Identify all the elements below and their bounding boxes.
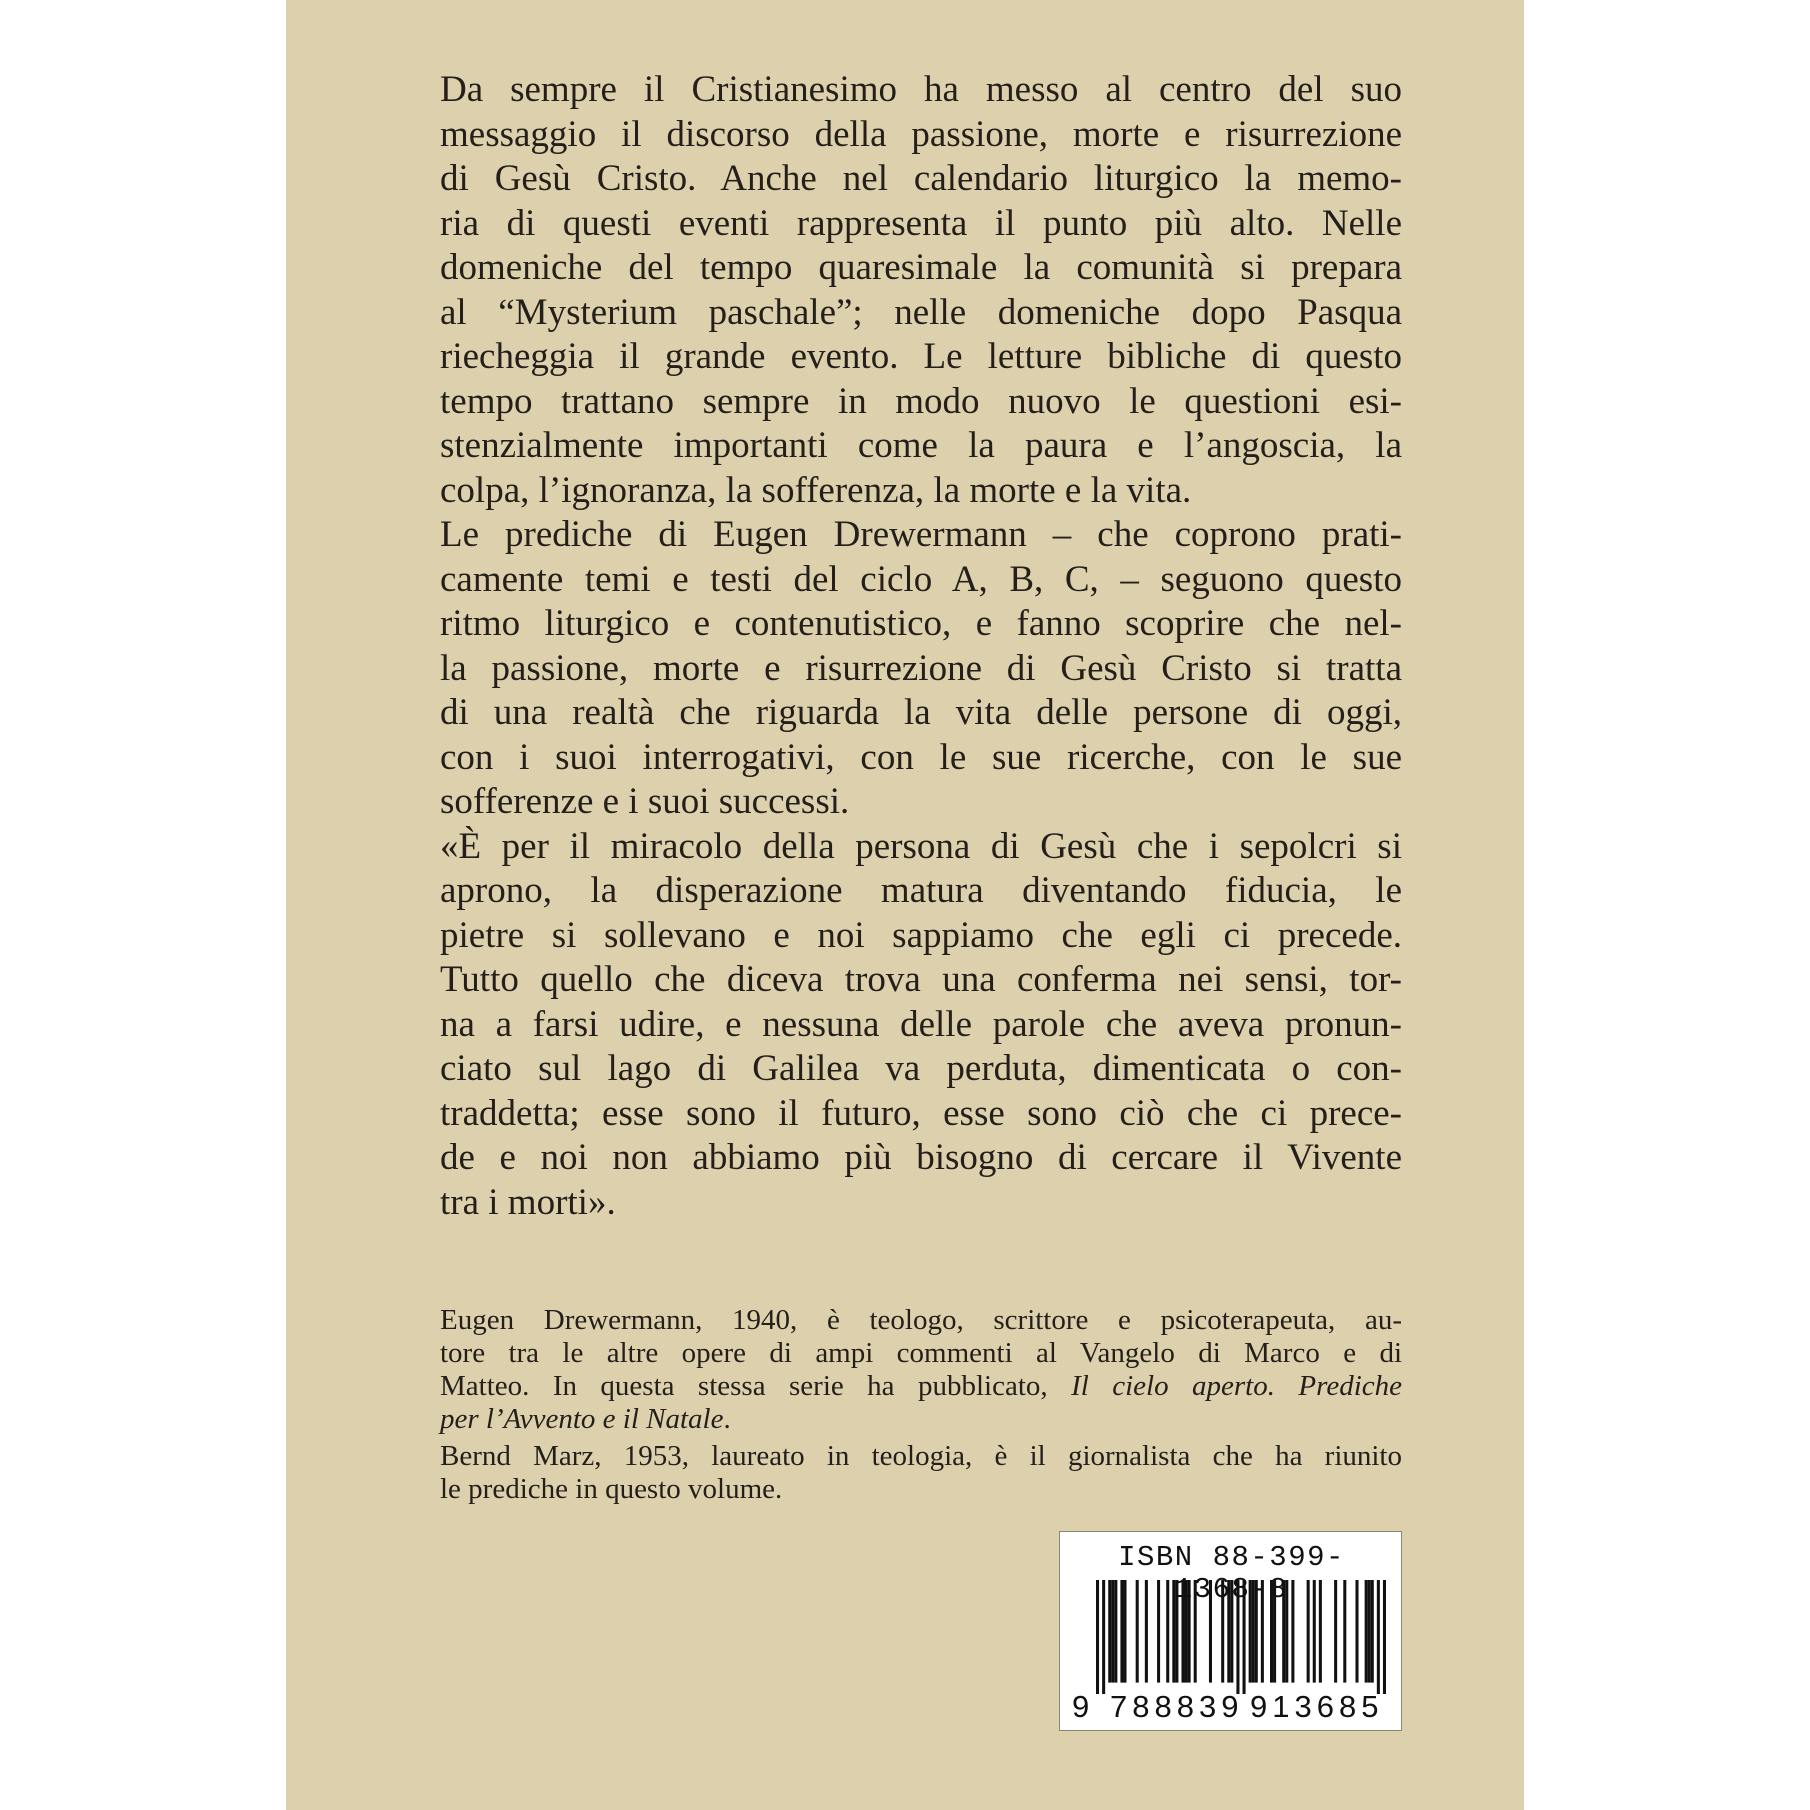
barcode-bar — [1307, 1580, 1310, 1683]
barcode-bar — [1282, 1580, 1285, 1683]
author-bio-line: tore tra le altre opere di ampi commenti al Vangelo di Marco e di — [440, 1337, 1402, 1369]
barcode-bar — [1261, 1580, 1264, 1683]
blurb-line: Da sempre il Cristianesimo ha messo al centro del suo — [440, 69, 1402, 110]
author-bio-text: Matteo. In questa stessa serie ha pubblicato, — [440, 1370, 1072, 1402]
barcode-bar — [1157, 1580, 1160, 1683]
barcode-bars — [1096, 1580, 1386, 1694]
book-title: Il cielo aperto. Prediche — [1071, 1370, 1402, 1402]
blurb-line: stenzialmente importanti come la paura e l’angoscia, la — [440, 425, 1402, 466]
barcode-bar — [1221, 1580, 1224, 1683]
blurb-line: riecheggia il grande evento. Le letture bibliche di questo — [440, 336, 1402, 377]
barcode-bar — [1209, 1580, 1212, 1683]
blurb-line: traddetta; esse sono il futuro, esse sono ciò che ci prece- — [440, 1092, 1402, 1134]
blurb-line: ciato sul lago di Galilea va perduta, dimenticata o con- — [440, 1048, 1402, 1089]
barcode-bar — [1136, 1580, 1139, 1683]
blurb-line: «È per il miracolo della persona di Gesù che i sepolcri si — [440, 825, 1402, 867]
isbn-barcode — [1059, 1531, 1402, 1731]
barcode-bar — [1236, 1580, 1239, 1694]
author-bio-line — [440, 1403, 1402, 1436]
barcode-bar — [1172, 1580, 1175, 1683]
isbn-label: ISBN 88-399- 3 8-8 — [1118, 1541, 1345, 1606]
barcode-bar — [1313, 1580, 1316, 1683]
blurb-line: Le prediche di Eugen Drewermann – che coprono prati- — [440, 514, 1402, 555]
ean-left-digits: 788839 — [1110, 1689, 1244, 1724]
barcode-bar — [1166, 1580, 1169, 1683]
barcode-bar — [1120, 1580, 1123, 1683]
blurb-line: tra i morti». — [440, 1181, 616, 1223]
blurb-line: de e noi non abbiamo più bisogno di cercare il Vivente — [440, 1137, 1402, 1178]
barcode-bar — [1230, 1580, 1233, 1683]
barcode-bar — [1368, 1580, 1371, 1683]
blurb-line: Tutto quello che diceva trova una conferma nei sensi, tor- — [440, 959, 1402, 1000]
blurb-line: al “Mysterium paschale”; nelle domeniche dopo Pasqua — [440, 291, 1402, 333]
barcode-bar — [1371, 1580, 1374, 1683]
barcode-bar — [1365, 1580, 1368, 1683]
barcode-bar — [1181, 1580, 1184, 1683]
barcode-bar — [1252, 1580, 1255, 1683]
blurb-line: domeniche del tempo quaresimale la comunità si prepara — [440, 247, 1402, 288]
blurb-line: la passione, morte e risurrezione di Gesù Cristo si tratta — [440, 647, 1402, 689]
barcode-bar — [1355, 1580, 1358, 1683]
barcode-bar — [1243, 1580, 1246, 1694]
author-bio-text: . — [723, 1403, 731, 1435]
ean-first-digit: 9 — [1072, 1689, 1090, 1724]
editor-bio — [440, 1440, 1402, 1506]
blurb-line: ria di questi eventi rappresenta il punto più alto. Nelle — [440, 202, 1402, 244]
blurb-line: di Gesù Cristo. Anche nel calendario liturgico la memo- — [440, 158, 1402, 199]
blurb-line: messaggio il discorso della passione, morte e risurrezione — [440, 113, 1402, 155]
ean-right-digits: 913685 — [1250, 1689, 1384, 1724]
barcode-bar — [1377, 1580, 1380, 1694]
author-bio-line: Eugen Drewermann, 1940, è teologo, scrittore e psicoterapeuta, au- — [440, 1304, 1402, 1336]
blurb-line: sofferenze e i suoi successi. — [440, 781, 850, 822]
book-title: per l’Avvento e il Natale — [440, 1403, 724, 1435]
editor-bio-line: le prediche in questo volume. — [440, 1473, 783, 1505]
barcode-bar — [1319, 1580, 1322, 1683]
author-bio — [440, 1304, 1402, 1436]
barcode-bar — [1188, 1580, 1191, 1683]
blurb-text — [440, 68, 1402, 1225]
barcode-bar — [1194, 1580, 1197, 1683]
barcode-bar — [1145, 1580, 1148, 1683]
blurb-line: pietre si sollevano e noi sappiamo che egli ci precede. — [440, 914, 1402, 956]
barcode-bar — [1175, 1580, 1178, 1683]
blurb-line: na a farsi udire, e nessuna delle parole che aveva pronun- — [440, 1003, 1402, 1045]
blurb-line: colpa, l’ignoranza, la sofferenza, la morte e la vita. — [440, 469, 1192, 511]
barcode-bar — [1255, 1580, 1258, 1683]
blurb-line: aprono, la disperazione matura diventando fiducia, le — [440, 870, 1402, 911]
blurb-line: ritmo liturgico e contenutistico, e fanno scoprire che nel- — [440, 603, 1402, 644]
blurb-line: con i suoi interrogativi, con le sue ricerche, con le sue — [440, 736, 1402, 778]
barcode-bar — [1102, 1580, 1105, 1694]
barcode-bar — [1096, 1580, 1099, 1694]
editor-bio-line: Bernd Marz, 1953, laureato in teologia, è il giornalista che ha riunito — [440, 1440, 1402, 1472]
barcode-bar — [1383, 1580, 1386, 1694]
blurb-line: tempo trattano sempre in modo nuovo le questioni esi- — [440, 380, 1402, 422]
barcode-bar — [1343, 1580, 1346, 1683]
barcode-bar — [1114, 1580, 1117, 1683]
barcode-bar — [1249, 1580, 1252, 1683]
barcode-bar — [1273, 1580, 1276, 1683]
barcode-bar — [1185, 1580, 1188, 1683]
blurb-line: di una realtà che riguarda la vita delle persone di oggi, — [440, 692, 1402, 733]
barcode-bar — [1334, 1580, 1337, 1683]
barcode-bar — [1123, 1580, 1126, 1683]
barcode-bar — [1108, 1580, 1111, 1683]
barcode-bar — [1270, 1580, 1273, 1683]
barcode-bar — [1291, 1580, 1294, 1683]
barcode-bar — [1227, 1580, 1230, 1683]
barcode-bar — [1111, 1580, 1114, 1683]
barcode-bar — [1285, 1580, 1288, 1683]
author-bio-line — [440, 1370, 1402, 1403]
blurb-line: camente temi e testi del ciclo A, B, C, – seguono questo — [440, 558, 1402, 600]
